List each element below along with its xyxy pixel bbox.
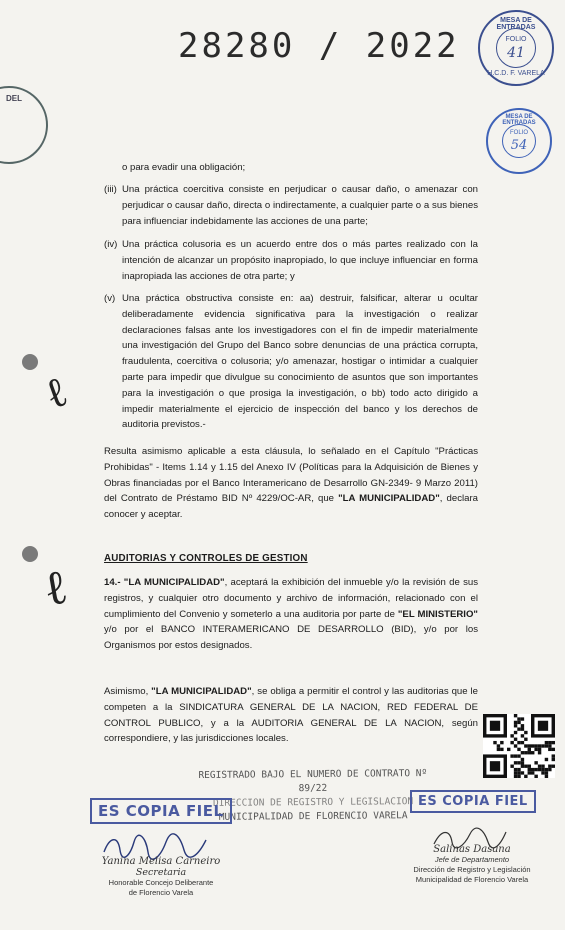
- stamp-bottom-text: H.C.D. F. VARELA: [487, 70, 545, 77]
- copy-stamp-right: ES COPIA FIEL: [410, 790, 536, 813]
- copy-stamp-left: ES COPIA FIEL: [90, 798, 232, 824]
- document-number: 28280 / 2022: [178, 26, 460, 66]
- folio-stamp-second: [486, 108, 552, 174]
- list-item-text: Una práctica colusoria es un acuerdo entre dos o más partes realizado con la intención de alcanzar un propósito inapropiado, lo que incluye influenciar en forma inapropiada las acciones de otra parte; y: [122, 239, 478, 282]
- registration-line: DIRECCION DE REGISTRO Y LEGISLACION: [212, 796, 414, 809]
- left-seal: [0, 86, 48, 164]
- list-item-marker: (iii): [104, 184, 117, 195]
- list-item-marker: (v): [104, 293, 116, 304]
- list-item-iv: [104, 237, 478, 284]
- signer-org: Honorable Concejo Deliberante: [108, 878, 214, 887]
- qr-code: [483, 714, 555, 778]
- left-seal-text: DEL: [6, 94, 22, 103]
- registration-line: REGISTRADO BAJO EL NUMERO DE CONTRATO Nº 89/22: [198, 768, 428, 795]
- section-title: AUDITORIAS Y CONTROLES DE GESTION: [104, 553, 308, 564]
- list-item-intro: [104, 160, 478, 176]
- binder-hole: [22, 354, 38, 370]
- stamp-ring-text: MESA DE ENTRADAS: [502, 114, 536, 126]
- folio-stamp-top: [478, 10, 554, 86]
- paragraph-bold: "LA MUNICIPALIDAD": [338, 493, 440, 505]
- binder-hole: [22, 546, 38, 562]
- signer-role: Jefe de Departamento: [434, 855, 510, 864]
- paragraph-bold: "LA MUNICIPALIDAD": [151, 686, 252, 697]
- stamp-ring-text: MESA DE ENTRADAS: [496, 17, 536, 31]
- signature-right: [392, 844, 552, 885]
- paragraph-text: , se obliga a permitir el control y las auditorias que le competen a la SINDICATURA GENERAL DE LA NACION, RED FEDERAL DE CONTROL PUBLICO, y a la AUDITORIA GENERAL DE LA NACION, según correspondiere, y las jurisdicciones locales.: [104, 686, 479, 745]
- signer-org: Dirección de Registro y Legislación: [413, 865, 531, 874]
- stamp-folio-number: 54: [510, 138, 528, 153]
- clause-bold: "EL MINISTERIO": [397, 608, 478, 620]
- paragraph-text: Asimismo,: [104, 686, 152, 697]
- signer-name: Yanina Melisa Carneiro: [101, 856, 221, 867]
- list-item-marker: (iv): [104, 239, 118, 250]
- list-item-text: o para evadir una obligación;: [122, 162, 246, 173]
- signer-role: Secretaria: [135, 867, 187, 878]
- clause-text: y/o por el BANCO INTERAMERICANO DE DESARROLLO (BID), y/o por los Organismos por estos designados.: [104, 624, 478, 652]
- list-item-text: Una práctica coercitiva consiste en perjudicar o causar daño, o amenazar con perjudicar o causar daño, directa o indirectamente, a cualquier parte o a sus bienes para influenciar indebidamente las acciones de una parte;: [122, 184, 478, 227]
- clause-text: , aceptará la exhibición del inmueble y/o la revisión de sus registros, y cualquier otro documento y archivo de información, relacionado con el cumplimiento del Convenio y someterlo a una auditoria por parte de: [104, 577, 478, 620]
- stamp-folio-label: FOLIO: [505, 36, 527, 43]
- stamp-folio-number: 41: [507, 45, 525, 61]
- clause-lead: 14.- "LA MUNICIPALIDAD": [104, 577, 225, 588]
- signer-org: de Florencio Varela: [128, 888, 194, 897]
- paragraph-text: Resulta asimismo aplicable a esta cláusula, lo señalado en el Capítulo "Prácticas Prohibidas" - Items 1.14 y 1.15 del Anexo IV (Políticas para la Adquisición de Bienes y Obras financiadas por el Banco Interamericano de Desarrollo GN-2349- 9 Marzo 2011) del Contrato de Préstamo BID Nº 4229/OC-AR, que: [104, 446, 478, 505]
- clause-14: [104, 575, 478, 654]
- margin-handwritten-mark: ℓ: [39, 558, 72, 618]
- signature-left: [86, 856, 236, 898]
- paragraph-asimismo: [104, 684, 478, 747]
- paragraph-tail: , declara conocer y aceptar.: [104, 493, 479, 521]
- stamp-folio-label: FOLIO: [509, 130, 528, 136]
- list-item-iii: [104, 182, 478, 229]
- registration-line: MUNICIPALIDAD DE FLORENCIO VARELA: [218, 810, 408, 823]
- list-item-text: Una práctica obstructiva consiste en: aa) destruir, falsificar, alterar u ocultar deliberadamente evidencia significativa para la investigación o realizar declaraciones falsas ante los investigadores con el fin de impedir materialmente una investigación del Grupo del Banco sobre denuncias de una práctica corrupta, fraudulenta, coercitiva o colusoria; y/o amenazar, hostigar o intimidar a cualquier parte para impedir que divulgue su conocimiento de asuntos que son importantes para la investigación o que prosiga la investigación, o bb) todo acto dirigido a impedir materialmente el ejercicio de inspección del banco y los derechos de auditoria previstos.-: [122, 293, 478, 431]
- list-item-v: [104, 291, 478, 433]
- paragraph-resulta: [104, 444, 478, 523]
- signer-org: Municipalidad de Florencio Varela: [415, 875, 529, 884]
- signer-name: Salinas Dasana: [433, 844, 511, 855]
- margin-handwritten-mark: ℓ: [38, 366, 74, 419]
